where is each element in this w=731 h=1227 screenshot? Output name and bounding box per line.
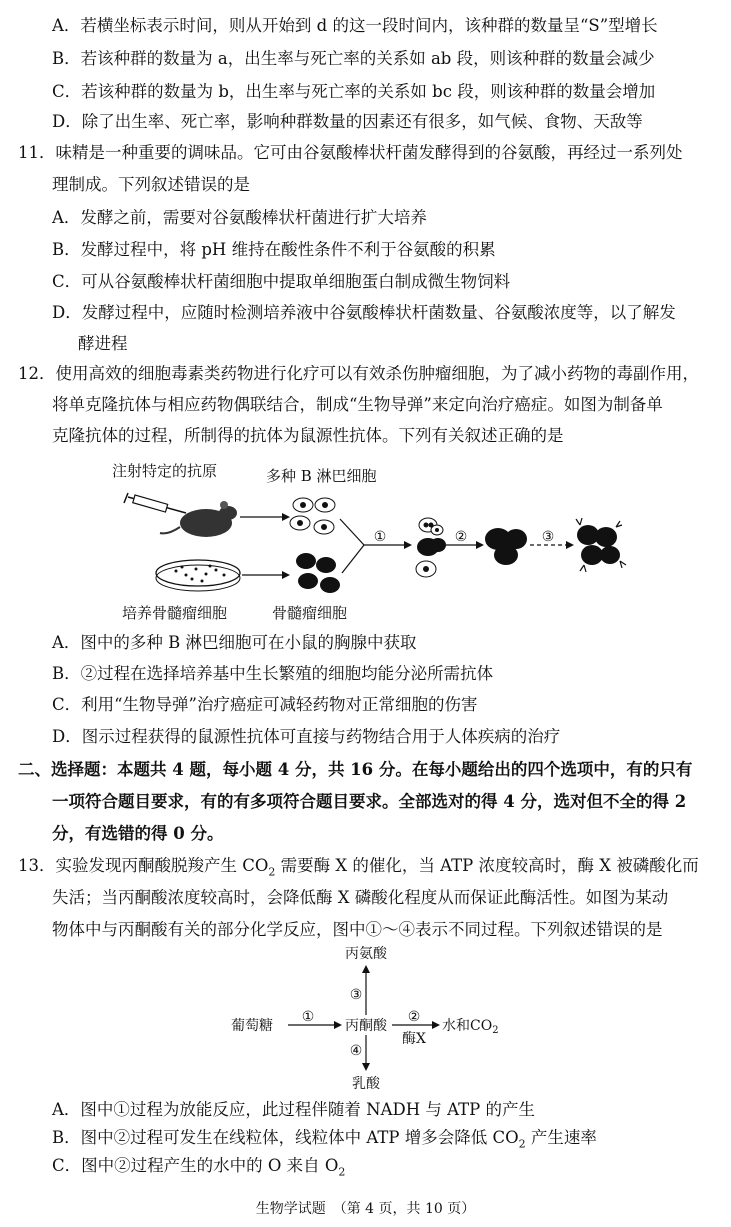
q13-stem-line-1: 13．实验发现丙酮酸脱羧产生 $CO_2$ 需要酶 X 的催化，当 ATP 浓度较高时，酶 X 被磷酸化而 xyxy=(18,856,699,879)
label-b-lymphocytes: 多种 B 淋巴细胞 xyxy=(266,467,377,485)
glucose-label: 葡萄糖 xyxy=(231,1018,273,1034)
q13-pyruvate-diagram xyxy=(0,945,731,1095)
q10-option-d: D．除了出生率、死亡率，影响种群数量的因素还有很多，如气候、食物、天敌等 xyxy=(52,112,643,131)
q11-stem-line-1: 11．味精是一种重要的调味品。它可由谷氨酸棒状杆菌发酵得到的谷氨酸，再经过一系列处 xyxy=(18,143,683,162)
q13-option-b: B．图中②过程可发生在线粒体，线粒体中 ATP 增多会降低 $CO_2$ 产生速率 xyxy=(52,1128,597,1151)
q12-option-b: B．②过程在选择培养基中生长繁殖的细胞均能分泌所需抗体 xyxy=(52,664,494,683)
q12-stem-line-2: 将单克隆抗体与相应药物偶联结合，制成“生物导弹”来定向治疗癌症。如图为制备单 xyxy=(52,395,663,414)
page-footer: 生物学试题 （第 4 页，共 10 页） xyxy=(255,1201,476,1217)
process-3-marker: ③ xyxy=(349,987,363,1003)
label-inject-antigen: 注射特定的抗原 xyxy=(112,462,218,480)
q11-option-c: C．可从谷氨酸棒状杆菌细胞中提取单细胞蛋白制成微生物饲料 xyxy=(52,272,511,291)
q11-option-b: B．发酵过程中，将 pH 维持在酸性条件不利于谷氨酸的积累 xyxy=(52,240,496,259)
b-lymphocyte-cells xyxy=(290,498,335,534)
water-co2-label: 水和$CO_2$ xyxy=(442,1018,499,1036)
q13-option-a: A．图中①过程为放能反应，此过程伴随着 NADH 与 ATP 的产生 xyxy=(52,1100,535,1119)
process-1-marker: ① xyxy=(301,1009,315,1025)
q12-option-d: D．图示过程获得的鼠源性抗体可直接与药物结合用于人体疾病的治疗 xyxy=(52,727,561,746)
enzyme-x-label: 酶X xyxy=(402,1031,426,1047)
syringe-icon xyxy=(124,493,186,513)
q12-figure xyxy=(0,455,731,630)
step-1-marker: ① xyxy=(373,529,387,545)
section-2-instructions-line-2: 一项符合题目要求，有的有多项符合题目要求。全部选对的得 4 分，选对但不全的得 2 xyxy=(52,792,687,811)
label-myeloma-cells: 骨髓瘤细胞 xyxy=(272,604,348,622)
hybridoma-cells xyxy=(485,528,527,565)
petri-dish-icon xyxy=(156,560,240,591)
myeloma-cells xyxy=(296,553,340,593)
step-2-marker: ② xyxy=(454,529,468,545)
process-4-marker: ④ xyxy=(349,1043,363,1059)
q10-option-a: A．若横坐标表示时间，则从开始到 d 的这一段时间内，该种群的数量呈“S”型增长 xyxy=(52,16,658,35)
q12-stem-line-1: 12．使用高效的细胞毒素类药物进行化疗可以有效杀伤肿瘤细胞，为了减小药物的毒副作用， xyxy=(18,364,699,383)
q11-stem-line-2: 理制成。下列叙述错误的是 xyxy=(52,175,250,194)
pyruvate-label: 丙酮酸 xyxy=(345,1018,387,1034)
q12-option-a: A．图中的多种 B 淋巴细胞可在小鼠的胸腺中获取 xyxy=(52,633,417,652)
lactic-acid-label: 乳酸 xyxy=(352,1076,380,1092)
q11-option-a: A．发酵之前，需要对谷氨酸棒状杆菌进行扩大培养 xyxy=(52,208,427,227)
q12-option-c: C．利用“生物导弹”治疗癌症可减轻药物对正常细胞的伤害 xyxy=(52,695,478,714)
monoclonal-antibody-diagram xyxy=(0,455,731,630)
alanine-label: 丙氨酸 xyxy=(345,946,387,962)
q11-option-d-line-1: D．发酵过程中，应随时检测培养液中谷氨酸棒状杆菌数量、谷氨酸浓度等，以了解发 xyxy=(52,303,676,322)
q13-stem-line-2: 失活；当丙酮酸浓度较高时，会降低酶 X 磷酸化程度从而保证此酶活性。如图为某动 xyxy=(52,888,669,907)
q11-option-d-line-2: 酵进程 xyxy=(78,334,128,353)
process-2-marker: ② xyxy=(407,1009,421,1025)
q13-option-c: C．图中②过程产生的水中的 O 来自 $O_2$ xyxy=(52,1156,346,1179)
section-2-instructions-line-3: 分，有选错的得 0 分。 xyxy=(52,824,224,843)
fused-cell-mixture xyxy=(416,518,446,577)
step-3-marker: ③ xyxy=(541,529,555,545)
section-2-instructions-line-1: 二、选择题：本题共 4 题，每小题 4 分，共 16 分。在每小题给出的四个选项中，有的只有 xyxy=(18,760,693,779)
q13-stem-line-3: 物体中与丙酮酸有关的部分化学反应，图中①～④表示不同过程。下列叙述错误的是 xyxy=(52,920,663,939)
q12-stem-line-3: 克隆抗体的过程，所制得的抗体为鼠源性抗体。下列有关叙述正确的是 xyxy=(52,426,564,445)
antibody-secreting-cells xyxy=(576,518,626,572)
q10-option-c: C．若该种群的数量为 b，出生率与死亡率的关系如 bc 段，则该种群的数量会增加 xyxy=(52,82,656,101)
q10-option-b: B．若该种群的数量为 a，出生率与死亡率的关系如 ab 段，则该种群的数量会减少 xyxy=(52,49,655,68)
label-culture-myeloma: 培养骨髓瘤细胞 xyxy=(122,604,228,622)
mouse-icon xyxy=(160,501,237,537)
